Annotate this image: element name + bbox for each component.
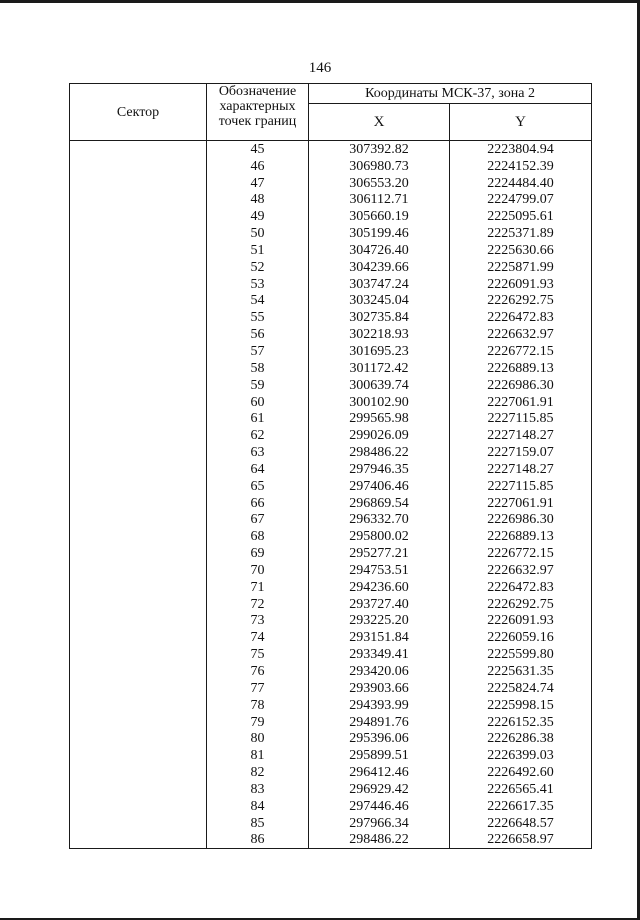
cell-y: 2227159.07 <box>450 444 592 461</box>
table-row <box>70 360 592 377</box>
cell-y: 2225371.89 <box>450 225 592 242</box>
table-row <box>70 276 592 293</box>
cell-x: 300639.74 <box>309 377 450 394</box>
coordinates-table <box>69 83 592 849</box>
cell-sector <box>70 461 207 478</box>
cell-point: 84 <box>207 798 309 815</box>
cell-point: 67 <box>207 512 309 529</box>
table-row <box>70 158 592 175</box>
cell-point: 73 <box>207 613 309 630</box>
table-row <box>70 629 592 646</box>
cell-y: 2225824.74 <box>450 680 592 697</box>
table-row <box>70 377 592 394</box>
cell-x: 298486.22 <box>309 832 450 849</box>
cell-y: 2227115.85 <box>450 478 592 495</box>
cell-x: 299026.09 <box>309 427 450 444</box>
cell-y: 2225631.35 <box>450 663 592 680</box>
cell-sector <box>70 394 207 411</box>
cell-sector <box>70 293 207 310</box>
cell-x: 297446.46 <box>309 798 450 815</box>
cell-x: 299565.98 <box>309 411 450 428</box>
cell-sector <box>70 478 207 495</box>
cell-sector <box>70 411 207 428</box>
cell-y: 2226059.16 <box>450 629 592 646</box>
page-number: 146 <box>308 60 332 76</box>
cell-point: 64 <box>207 461 309 478</box>
cell-point: 65 <box>207 478 309 495</box>
cell-y: 2226889.13 <box>450 528 592 545</box>
cell-x: 296929.42 <box>309 781 450 798</box>
cell-point: 63 <box>207 444 309 461</box>
cell-y: 2226399.03 <box>450 747 592 764</box>
cell-x: 295277.21 <box>309 545 450 562</box>
cell-x: 302735.84 <box>309 309 450 326</box>
cell-x: 293151.84 <box>309 629 450 646</box>
cell-point: 86 <box>207 832 309 849</box>
cell-sector <box>70 697 207 714</box>
cell-point: 57 <box>207 343 309 360</box>
cell-sector <box>70 798 207 815</box>
table-row <box>70 326 592 343</box>
cell-point: 49 <box>207 208 309 225</box>
cell-x: 303747.24 <box>309 276 450 293</box>
table-row <box>70 444 592 461</box>
table-row <box>70 731 592 748</box>
cell-sector <box>70 276 207 293</box>
cell-y: 2227148.27 <box>450 427 592 444</box>
cell-y: 2226772.15 <box>450 343 592 360</box>
table-row <box>70 680 592 697</box>
cell-x: 296869.54 <box>309 495 450 512</box>
cell-y: 2227115.85 <box>450 411 592 428</box>
cell-point: 75 <box>207 646 309 663</box>
cell-y: 2226632.97 <box>450 562 592 579</box>
cell-sector <box>70 646 207 663</box>
table-row <box>70 394 592 411</box>
cell-x: 300102.90 <box>309 394 450 411</box>
cell-sector <box>70 141 207 158</box>
table-row <box>70 663 592 680</box>
cell-sector <box>70 731 207 748</box>
cell-sector <box>70 377 207 394</box>
cell-x: 307392.82 <box>309 141 450 158</box>
cell-y: 2225871.99 <box>450 259 592 276</box>
cell-y: 2226565.41 <box>450 781 592 798</box>
cell-point: 69 <box>207 545 309 562</box>
table-row <box>70 528 592 545</box>
table-row <box>70 562 592 579</box>
cell-y: 2227061.91 <box>450 495 592 512</box>
cell-x: 298486.22 <box>309 444 450 461</box>
cell-x: 293420.06 <box>309 663 450 680</box>
cell-y: 2226632.97 <box>450 326 592 343</box>
table-row <box>70 411 592 428</box>
cell-point: 50 <box>207 225 309 242</box>
cell-y: 2226658.97 <box>450 832 592 849</box>
cell-y: 2226472.83 <box>450 579 592 596</box>
table-row <box>70 596 592 613</box>
cell-y: 2223804.94 <box>450 141 592 158</box>
cell-x: 294753.51 <box>309 562 450 579</box>
table-row <box>70 545 592 562</box>
cell-x: 297946.35 <box>309 461 450 478</box>
cell-point: 68 <box>207 528 309 545</box>
cell-y: 2227061.91 <box>450 394 592 411</box>
cell-sector <box>70 629 207 646</box>
cell-point: 82 <box>207 764 309 781</box>
cell-y: 2226286.38 <box>450 731 592 748</box>
cell-point: 56 <box>207 326 309 343</box>
cell-x: 293903.66 <box>309 680 450 697</box>
cell-point: 45 <box>207 141 309 158</box>
cell-x: 293225.20 <box>309 613 450 630</box>
table-body <box>70 141 592 849</box>
cell-x: 297406.46 <box>309 478 450 495</box>
table-row <box>70 512 592 529</box>
cell-y: 2226292.75 <box>450 596 592 613</box>
cell-sector <box>70 579 207 596</box>
cell-y: 2225630.66 <box>450 242 592 259</box>
header-point-code: Обозначение характерных точек границ <box>207 84 309 141</box>
cell-y: 2225998.15 <box>450 697 592 714</box>
cell-point: 80 <box>207 731 309 748</box>
cell-point: 51 <box>207 242 309 259</box>
cell-sector <box>70 714 207 731</box>
table-row <box>70 798 592 815</box>
table-row <box>70 141 592 158</box>
table-row <box>70 764 592 781</box>
cell-x: 305660.19 <box>309 208 450 225</box>
cell-point: 81 <box>207 747 309 764</box>
cell-sector <box>70 747 207 764</box>
cell-sector <box>70 208 207 225</box>
cell-sector <box>70 309 207 326</box>
cell-point: 54 <box>207 293 309 310</box>
header-coordinates: Координаты МСК-37, зона 2 <box>309 84 592 104</box>
cell-x: 293349.41 <box>309 646 450 663</box>
cell-sector <box>70 680 207 697</box>
cell-y: 2226091.93 <box>450 613 592 630</box>
table-row <box>70 175 592 192</box>
cell-sector <box>70 512 207 529</box>
cell-point: 46 <box>207 158 309 175</box>
cell-sector <box>70 495 207 512</box>
table-row <box>70 192 592 209</box>
cell-sector <box>70 815 207 832</box>
cell-sector <box>70 225 207 242</box>
cell-sector <box>70 343 207 360</box>
cell-x: 295800.02 <box>309 528 450 545</box>
scan-border-top <box>0 0 640 3</box>
cell-point: 55 <box>207 309 309 326</box>
cell-y: 2226617.35 <box>450 798 592 815</box>
cell-y: 2226648.57 <box>450 815 592 832</box>
cell-x: 306980.73 <box>309 158 450 175</box>
cell-point: 61 <box>207 411 309 428</box>
cell-sector <box>70 663 207 680</box>
table-row <box>70 208 592 225</box>
cell-point: 59 <box>207 377 309 394</box>
table-row <box>70 781 592 798</box>
table-row <box>70 259 592 276</box>
header-sector: Сектор <box>70 84 207 141</box>
cell-point: 52 <box>207 259 309 276</box>
cell-point: 70 <box>207 562 309 579</box>
cell-x: 305199.46 <box>309 225 450 242</box>
table-row <box>70 832 592 849</box>
cell-point: 77 <box>207 680 309 697</box>
cell-sector <box>70 562 207 579</box>
cell-sector <box>70 832 207 849</box>
table-row <box>70 495 592 512</box>
table-row <box>70 242 592 259</box>
cell-sector <box>70 242 207 259</box>
cell-sector <box>70 259 207 276</box>
cell-point: 62 <box>207 427 309 444</box>
cell-sector <box>70 596 207 613</box>
cell-x: 304239.66 <box>309 259 450 276</box>
cell-x: 306553.20 <box>309 175 450 192</box>
table-row <box>70 714 592 731</box>
table-row <box>70 579 592 596</box>
cell-sector <box>70 444 207 461</box>
cell-y: 2225599.80 <box>450 646 592 663</box>
cell-sector <box>70 764 207 781</box>
cell-x: 294891.76 <box>309 714 450 731</box>
cell-y: 2226472.83 <box>450 309 592 326</box>
cell-sector <box>70 192 207 209</box>
cell-y: 2226152.35 <box>450 714 592 731</box>
cell-x: 296332.70 <box>309 512 450 529</box>
cell-point: 47 <box>207 175 309 192</box>
cell-sector <box>70 781 207 798</box>
cell-point: 83 <box>207 781 309 798</box>
cell-x: 302218.93 <box>309 326 450 343</box>
table-row <box>70 747 592 764</box>
cell-x: 294236.60 <box>309 579 450 596</box>
cell-point: 58 <box>207 360 309 377</box>
table-row <box>70 461 592 478</box>
cell-sector <box>70 158 207 175</box>
table-row <box>70 646 592 663</box>
cell-point: 48 <box>207 192 309 209</box>
cell-point: 71 <box>207 579 309 596</box>
cell-y: 2224799.07 <box>450 192 592 209</box>
cell-y: 2227148.27 <box>450 461 592 478</box>
cell-sector <box>70 175 207 192</box>
table-row <box>70 427 592 444</box>
cell-point: 53 <box>207 276 309 293</box>
cell-x: 306112.71 <box>309 192 450 209</box>
cell-sector <box>70 613 207 630</box>
cell-y: 2226986.30 <box>450 377 592 394</box>
cell-y: 2226772.15 <box>450 545 592 562</box>
table-row <box>70 697 592 714</box>
table-row <box>70 293 592 310</box>
cell-y: 2226986.30 <box>450 512 592 529</box>
cell-x: 304726.40 <box>309 242 450 259</box>
header-x: X <box>309 104 450 141</box>
cell-x: 295396.06 <box>309 731 450 748</box>
cell-x: 294393.99 <box>309 697 450 714</box>
cell-y: 2226091.93 <box>450 276 592 293</box>
cell-point: 76 <box>207 663 309 680</box>
cell-x: 293727.40 <box>309 596 450 613</box>
cell-x: 301695.23 <box>309 343 450 360</box>
table-row <box>70 478 592 495</box>
cell-y: 2226492.60 <box>450 764 592 781</box>
table-row <box>70 613 592 630</box>
cell-point: 74 <box>207 629 309 646</box>
cell-point: 79 <box>207 714 309 731</box>
cell-sector <box>70 360 207 377</box>
cell-y: 2224484.40 <box>450 175 592 192</box>
cell-x: 297966.34 <box>309 815 450 832</box>
table-row <box>70 343 592 360</box>
table-row <box>70 309 592 326</box>
cell-sector <box>70 326 207 343</box>
cell-sector <box>70 528 207 545</box>
table-row <box>70 815 592 832</box>
cell-point: 85 <box>207 815 309 832</box>
cell-sector <box>70 545 207 562</box>
cell-point: 78 <box>207 697 309 714</box>
cell-sector <box>70 427 207 444</box>
cell-point: 60 <box>207 394 309 411</box>
cell-y: 2226889.13 <box>450 360 592 377</box>
cell-point: 72 <box>207 596 309 613</box>
cell-y: 2226292.75 <box>450 293 592 310</box>
cell-point: 66 <box>207 495 309 512</box>
cell-x: 295899.51 <box>309 747 450 764</box>
cell-y: 2225095.61 <box>450 208 592 225</box>
table-row <box>70 225 592 242</box>
cell-x: 296412.46 <box>309 764 450 781</box>
cell-x: 301172.42 <box>309 360 450 377</box>
cell-x: 303245.04 <box>309 293 450 310</box>
cell-y: 2224152.39 <box>450 158 592 175</box>
header-y: Y <box>450 104 592 141</box>
